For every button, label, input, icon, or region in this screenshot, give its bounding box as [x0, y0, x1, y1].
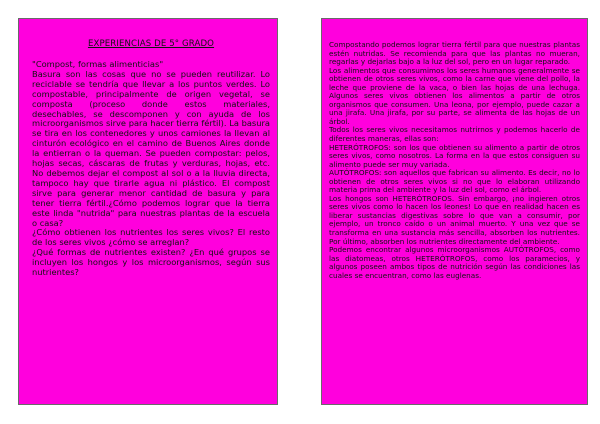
paragraph-compost-fertile: Compostando podemos lograr tierra fértil para que nuestras plantas estén nutridas. Se recomienda para que las plantas no mueran, regarlas y dejarlas bajo a la luz del sol, pero en un lugar reparado. [329, 40, 580, 67]
paragraph-microorganisms: Podemos encontrar algunos microorganismos AUTÓTROFOS, como las diatomeas, otros HETERÓTROFOS, como los paramecios, y algunos poseen ambos tipos de nutrición según las condiciones las cuales se encuentran, como las euglenas. [329, 245, 580, 280]
paragraph-fungi: Los hongos son HETERÓTROFOS. Sin embargo, ¡no ingieren otros seres vivos como lo hacen los leones! Lo que en realidad hacen es liberar sustancias digestivas sobre lo que van a consumir, por ejemplo, un tronco caído o un animal muerto. Y una vez que se transforma en una sustancia más sencilla, absorben los nutrientes. Por último, absorben los nutrientes directamente del ambiente. [329, 193, 580, 246]
right-page [321, 18, 588, 405]
right-page-text [329, 41, 580, 280]
paragraph-autotrophs: AUTÓTROFOS: son aquellos que fabrican su alimento. Es decir, no lo obtienen de otros seres vivos si no que lo elaboran utilizando materia prima del ambiente y la luz del sol, como el árbol. [329, 168, 580, 195]
page-title: EXPERIENCIAS DE 5° GRADO [87, 39, 215, 49]
left-page [18, 18, 278, 405]
paragraph-heterotrophs: HETERÓTROFOS: son los que obtienen su alimento a partir de otros seres vivos, como nosotros. La forma en la que estos consiguen su alimento puede ser muy variada. [329, 142, 580, 169]
subtitle-paragraph: "Compost, formas alimenticias" [32, 59, 164, 69]
paragraph-nutrition-intro: Todos los seres vivos necesitamos nutrirnos y podemos hacerlo de diferentes maneras, ellas son: [329, 125, 580, 144]
question-paragraph-1: ¿Cómo obtienen los nutrientes los seres vivos? El resto de los seres vivos ¿cómo se arreglan? [32, 227, 270, 248]
paragraph-food-sources: Los alimentos que consumimos los seres humanos generalmente se obtienen de otros seres vivos, como la carne que viene del pollo, la leche que proviene de la vaca, o bien las hojas de una lechuga. Algunos seres vivos obtienen los alimentos a partir de otros organismos que consumen. Una leona, por ejemplo, puede cazar a una jirafa. Una jirafa, por su parte, se alimenta de las hojas de un árbol. [329, 65, 580, 126]
question-paragraph-2: ¿Qué formas de nutrientes existen? ¿En qué grupos se incluyen los hongos y los microorganismos, según sus nutrientes? [32, 247, 270, 278]
compost-paragraph: Basura son las cosas que no se pueden reutilizar. Lo reciclable se tendría que llevar a los puntos verdes. Lo compostable, principalmente de origen vegetal, se composta (proceso donde estos materiales, desechables, se descomponen y con ayuda de los microorganismos sirve para hacer tierra fértil). La basura se tira en los contenedores y unos camiones la llevan al cinturón ecológico en el camino de Buenos Aires donde la entierran o la queman. Se pueden compostar: pelos, hojas secas, cáscaras de frutas y verduras, hojas, etc. No debemos dejar el compost al sol o a la lluvia directa, tampoco hay que tirarle agua ni plástico. El compost sirve para generar menor cantidad de basura y para tener tierra fértil.¿Cómo podemos lograr que la tierra este linda "nutrida" para nuestras plantas de la escuela o casa? [32, 68, 270, 228]
left-page-text [32, 60, 270, 278]
